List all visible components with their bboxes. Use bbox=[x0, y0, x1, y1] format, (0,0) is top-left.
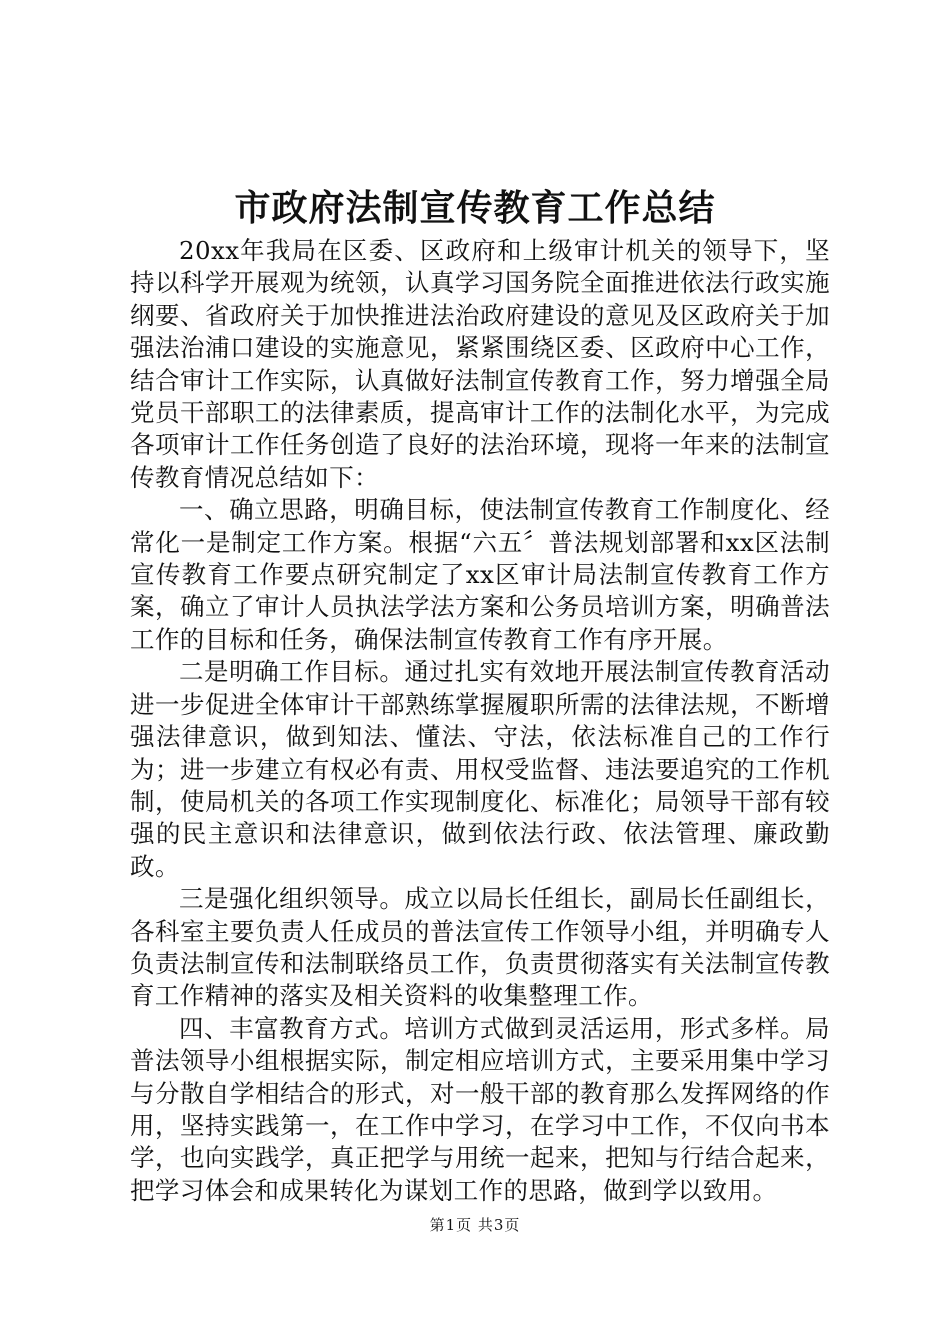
document-body bbox=[130, 235, 830, 1207]
paragraph-intro: 20xx年我局在区委、区政府和上级审计机关的领导下，坚持以科学开展观为统领，认真学习国务院全面推进依法行政实施纲要、省政府关于加快推进法治政府建设的意见及区政府关于加强法治浦口建设的实施意见，紧紧围绕区委、区政府中心工作，结合审计工作实际，认真做好法制宣传教育工作，努力增强全局党员干部职工的法律素质，提高审计工作的法制化水平，为完成各项审计工作任务创造了良好的法治环境，现将一年来的法制宣传教育情况总结如下： bbox=[130, 236, 830, 492]
paragraph-section-4: 四、丰富教育方式。培训方式做到灵活运用，形式多样。局普法领导小组根据实际，制定相应培训方式，主要采用集中学习与分散自学相结合的形式，对一般干部的教育那么发挥网络的作用，坚持实践第一，在工作中学习，在学习中工作，不仅向书本学，也向实践学，真正把学与用统一起来，把知与行结合起来，把学习体会和成果转化为谋划工作的思路，做到学以致用。 bbox=[130, 1013, 830, 1205]
paragraph-section-2: 二是明确工作目标。通过扎实有效地开展法制宣传教育活动进一步促进全体审计干部熟练掌握履职所需的法律法规，不断增强法律意识，做到知法、懂法、守法，依法标准自己的工作行为；进一步建立有权必有责、用权受监督、违法要追究的工作机制，使局机关的各项工作实现制度化、标准化；局领导干部有较强的民主意识和法律意识，做到依法行政、依法管理、廉政勤政。 bbox=[130, 657, 830, 881]
paragraph-section-3: 三是强化组织领导。成立以局长任组长，副局长任副组长，各科室主要负责人任成员的普法宣传工作领导小组，并明确专人负责法制宣传和法制联络员工作，负责贯彻落实有关法制宣传教育工作精神的落实及相关资料的收集整理工作。 bbox=[130, 884, 830, 1011]
paragraph-section-1: 一、确立思路，明确目标，使法制宣传教育工作制度化、经常化一是制定工作方案。根据“六五〞普法规划部署和xx区法制宣传教育工作要点研究制定了xx区审计局法制宣传教育工作方案，确立了审计人员执法学法方案和公务员培训方案，明确普法工作的目标和任务，确保法制宣传教育工作有序开展。 bbox=[130, 495, 830, 654]
page-footer: 第1页 共3页 bbox=[429, 1216, 521, 1234]
document-title: 市政府法制宣传教育工作总结 bbox=[234, 187, 716, 229]
